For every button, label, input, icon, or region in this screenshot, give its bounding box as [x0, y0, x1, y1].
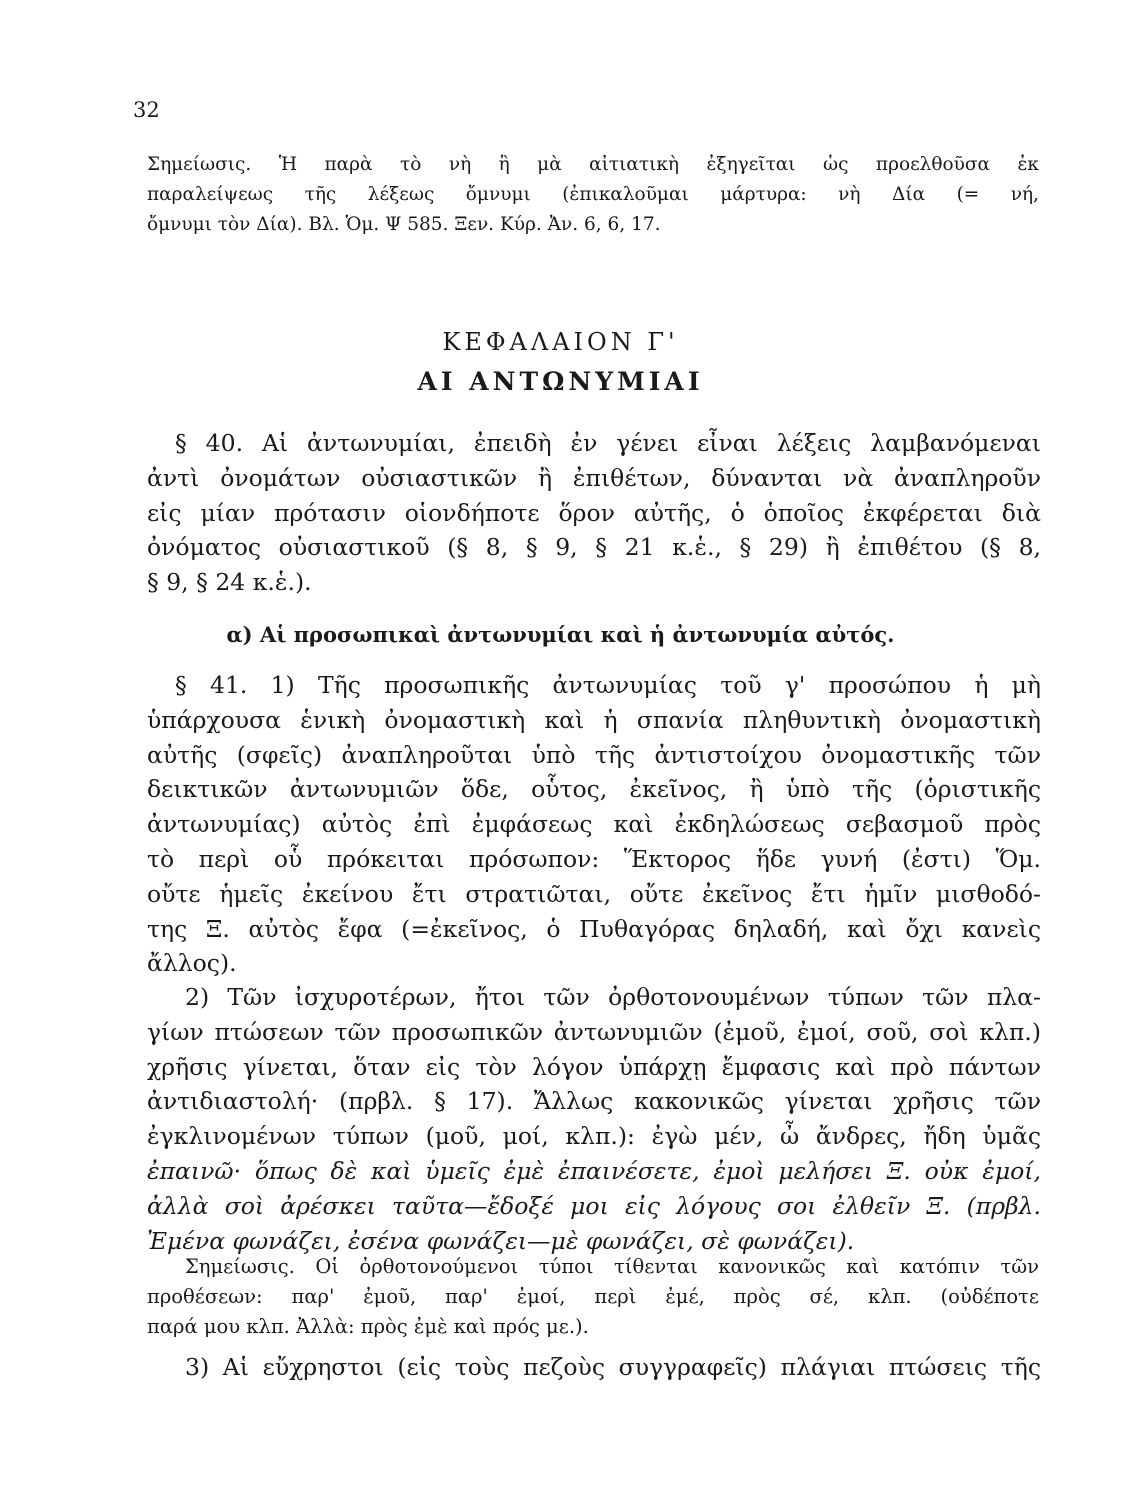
- note-1: [147, 150, 1039, 240]
- note-2-line: Σημείωσις. Οἱ ὀρθοτονούμενοι τύποι τίθενται κανονικῶς καὶ κατόπιν τῶν: [185, 1255, 1039, 1278]
- paragraph-2-line: γίων πτώσεων τῶν προσωπικῶν ἀντωνυμιῶν (ἐμοῦ, ἐμοί, σοῦ, σοὶ κλπ.): [147, 1017, 1041, 1046]
- section-40: [147, 426, 1041, 600]
- subheading: α) Αἱ προσωπικαὶ ἀντωνυμίαι καὶ ἡ ἀντωνυμία αὐτός.: [226, 622, 895, 647]
- section-40-line: ὀνόματος οὐσιαστικοῦ (§ 8, § 9, § 21 κ.ἑ., § 29) ἢ ἐπιθέτου (§ 8,: [147, 533, 1041, 562]
- paragraph-2: [147, 980, 1041, 1258]
- paragraph-2-line: Ἐμένα φωνάζει, ἐσένα φωνάζει—μὲ φωνάζει, σὲ φωνάζει).: [147, 1226, 855, 1255]
- section-40-line: ἀντὶ ὀνομάτων οὐσιαστικῶν ἢ ἐπιθέτων, δύνανται νὰ ἀναπληροῦν: [147, 463, 1041, 492]
- section-41-line: τὸ περὶ οὗ πρόκειται πρόσωπον: Ἕκτορος ἥδε γυνή (ἐστι) Ὅμ.: [147, 844, 1041, 873]
- paragraph-2-line: χρῆσις γίνεται, ὅταν εἰς τὸν λόγον ὑπάρχῃ ἔμφασις καὶ πρὸ πάντων: [147, 1052, 1041, 1081]
- note-1-line: παραλείψεως τῆς λέξεως ὄμνυμι (ἐπικαλοῦμαι μάρτυρα: νὴ Δία (= νή,: [147, 184, 1039, 205]
- section-41-line: ὑπάρχουσα ἑνικὴ ὀνομαστικὴ καὶ ἡ σπανία πληθυντικὴ ὀνομαστικὴ: [147, 705, 1041, 734]
- paragraph-2-line: ἐπαινῶ· ὅπως δὲ καὶ ὑμεῖς ἐμὲ ἐπαινέσετε, ἐμοὶ μελήσει Ξ. οὐκ ἐμοί,: [147, 1156, 1041, 1185]
- section-40-line: § 9, § 24 κ.ἑ.).: [147, 568, 312, 597]
- section-40-line: § 40. Αἱ ἀντωνυμίαι, ἐπειδὴ ἐν γένει εἶναι λέξεις λαμβανόμεναι: [175, 429, 1041, 457]
- paragraph-3-line: 3) Αἱ εὔχρηστοι (εἰς τοὺς πεζοὺς συγγραφεῖς) πλάγιαι πτώσεις τῆς: [185, 1353, 1041, 1381]
- note-2: [147, 1252, 1039, 1342]
- paragraph-2-line: ἀντιδιαστολή· (πρβλ. § 17). Ἄλλως κακονικῶς γίνεται χρῆσις τῶν: [147, 1087, 1041, 1116]
- section-41-line: οὔτε ἡμεῖς ἐκείνου ἔτι στρατιῶται, οὔτε ἐκεῖνος ἔτι ἡμῖν μισθοδό-: [147, 879, 1041, 908]
- section-41-line: § 41. 1) Τῆς προσωπικῆς ἀντωνυμίας τοῦ γ' προσώπου ἡ μὴ: [175, 671, 1041, 699]
- chapter-subtitle: ΑΙ ΑΝΤΩΝΥΜΙΑΙ: [417, 367, 704, 396]
- note-1-line: ὄμνυμι τὸν Δία). Βλ. Ὁμ. Ψ 585. Ξεν. Κύρ. Ἀν. 6, 6, 17.: [147, 214, 661, 235]
- paragraph-2-line: ἐγκλινομένων τύπων (μοῦ, μοί, κλπ.): ἐγὼ μέν, ὦ ἄνδρες, ἤδη ὑμᾶς: [147, 1122, 1041, 1151]
- page-number: 32: [133, 98, 160, 122]
- chapter-title: ΚΕΦΑΛΑΙΟΝ Γ': [442, 328, 679, 356]
- paragraph-2-line: ἀλλὰ σοὶ ἀρέσκει ταῦτα—ἔδοξέ μοι εἰς λόγους σοι ἐλθεῖν Ξ. (πρβλ.: [147, 1191, 1041, 1220]
- section-41-line: της Ξ. αὐτὸς ἔφα (=ἐκεῖνος, ὁ Πυθαγόρας δηλαδή, καὶ ὄχι κανεὶς: [147, 914, 1041, 943]
- section-41-line: δεικτικῶν ἀντωνυμιῶν ὅδε, οὗτος, ἐκεῖνος, ἢ ὑπὸ τῆς (ὁριστικῆς: [147, 775, 1041, 804]
- note-2-line: παρά μου κλπ. Ἀλλὰ: πρὸς ἐμὲ καὶ πρός με.).: [147, 1315, 589, 1338]
- section-41: [147, 668, 1041, 981]
- section-40-line: εἰς μίαν πρότασιν οἱονδήποτε ὅρον αὐτῆς, ὁ ὁποῖος ἐκφέρεται διὰ: [147, 498, 1041, 527]
- paragraph-2-line: 2) Τῶν ἰσχυροτέρων, ἤτοι τῶν ὀρθοτονουμένων τύπων τῶν πλα-: [185, 983, 1041, 1011]
- section-41-line: ἀντωνυμίας) αὐτὸς ἐπὶ ἐμφάσεως καὶ ἐκδηλώσεως σεβασμοῦ πρὸς: [147, 810, 1041, 839]
- note-1-line: Σημείωσις. Ἡ παρὰ τὸ νὴ ἢ μὰ αἰτιατικὴ ἐξηγεῖται ὡς προελθοῦσα ἐκ: [147, 154, 1039, 175]
- section-41-line: ἄλλος).: [147, 949, 237, 978]
- note-2-line: προθέσεων: παρ' ἐμοῦ, παρ' ἐμοί, περὶ ἐμέ, πρὸς σέ, κλπ. (οὐδέποτε: [147, 1285, 1039, 1308]
- section-41-line: αὐτῆς (σφεῖς) ἀναπληροῦται ὑπὸ τῆς ἀντιστοίχου ὀνομαστικῆς τῶν: [147, 740, 1041, 769]
- paragraph-3: [147, 1350, 1041, 1385]
